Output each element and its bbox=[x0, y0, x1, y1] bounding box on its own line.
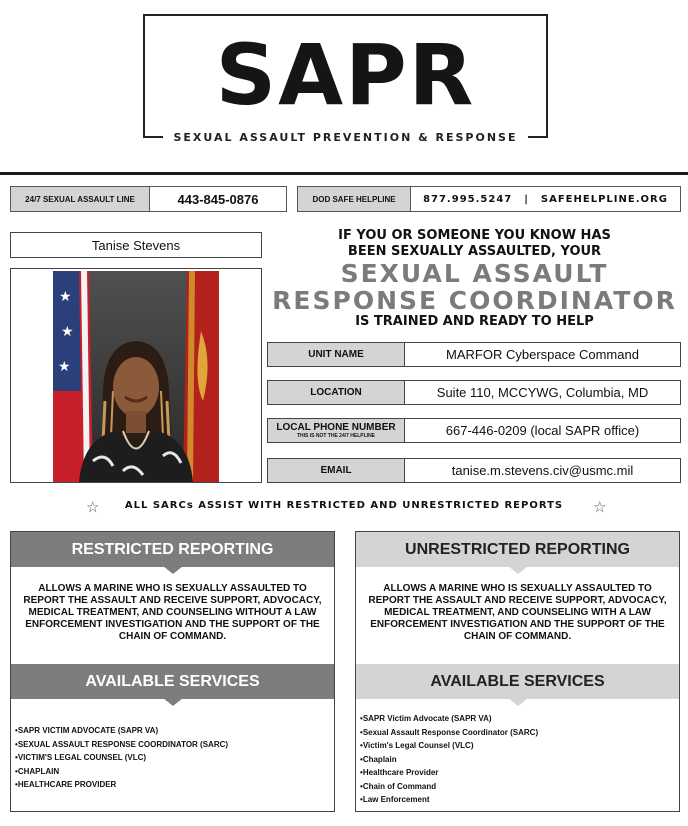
list-item: • Chain of Command bbox=[360, 780, 538, 794]
sapr-logo bbox=[143, 14, 548, 144]
star-icon: ☆ bbox=[86, 499, 100, 516]
restricted-description: ALLOWS A MARINE WHO IS SEXUALLY ASSAULTED TO REPORT THE ASSAULT AND RECEIVE SUPPORT, ADVOCACY, MEDICAL TREATMENT, AND COUNSELING WITHOUT A LAW ENFORCEMENT INVESTIGATION AND THE SUPPORT OF THE CHAIN OF COMMAND. bbox=[23, 583, 322, 642]
list-item: • Victim's Legal Counsel (VLC) bbox=[360, 739, 538, 753]
svg-text:★: ★ bbox=[59, 289, 72, 305]
logo-subtitle: SEXUAL ASSAULT PREVENTION & RESPONSE bbox=[163, 131, 528, 144]
unrestricted-services-title-text: AVAILABLE SERVICES bbox=[430, 672, 605, 690]
sexual-assault-line-label: 24/7 SEXUAL ASSAULT LINE bbox=[11, 187, 150, 211]
unrestricted-services-title bbox=[356, 664, 679, 699]
unrestricted-reporting-panel bbox=[355, 531, 680, 812]
logo-title: SAPR bbox=[215, 26, 476, 124]
local-phone-label-text: LOCAL PHONE NUMBER bbox=[276, 422, 396, 433]
list-item: • HEALTHCARE PROVIDER bbox=[15, 778, 228, 792]
list-item: • Healthcare Provider bbox=[360, 766, 538, 780]
list-item: • SAPR VICTIM ADVOCATE (SAPR VA) bbox=[15, 724, 228, 738]
restricted-reporting-panel bbox=[10, 531, 335, 812]
restricted-reporting-title bbox=[11, 532, 334, 567]
coordinator-photo-frame bbox=[10, 268, 262, 483]
list-item: • SAPR Victim Advocate (SAPR VA) bbox=[360, 712, 538, 726]
headline-big-1: SEXUAL ASSAULT bbox=[340, 259, 609, 288]
restricted-services-title-text: AVAILABLE SERVICES bbox=[85, 672, 260, 690]
list-item: • VICTIM'S LEGAL COUNSEL (VLC) bbox=[15, 751, 228, 765]
unit-name-label: UNIT NAME bbox=[268, 343, 405, 366]
email-row bbox=[267, 458, 681, 483]
divider-rule bbox=[0, 172, 688, 175]
unit-name-row bbox=[267, 342, 681, 367]
coordinator-photo bbox=[53, 271, 219, 482]
unrestricted-title-text: UNRESTRICTED REPORTING bbox=[405, 540, 630, 558]
star-icon: ☆ bbox=[593, 499, 607, 516]
svg-text:★: ★ bbox=[61, 324, 74, 340]
list-item: • Sexual Assault Response Coordinator (SARC) bbox=[360, 726, 538, 740]
safe-helpline-url[interactable]: SAFEHELPLINE.ORG bbox=[540, 193, 668, 205]
list-item: • Chaplain bbox=[360, 753, 538, 767]
headline-line-3: IS TRAINED AND READY TO HELP bbox=[355, 314, 594, 329]
list-item: • CHAPLAIN bbox=[15, 765, 228, 779]
unrestricted-reporting-title bbox=[356, 532, 679, 567]
unrestricted-services-list bbox=[360, 712, 538, 807]
svg-text:★: ★ bbox=[58, 359, 71, 375]
unrestricted-description: ALLOWS A MARINE WHO IS SEXUALLY ASSAULTED TO REPORT THE ASSAULT AND RECEIVE SUPPORT, ADVOCACY, MEDICAL TREATMENT, AND COUNSELING WITH A LAW ENFORCEMENT INVESTIGATION AND THE SUPPORT OF THE CHAIN OF COMMAND. bbox=[368, 583, 667, 642]
pointer-arrow-icon bbox=[508, 698, 528, 706]
assist-statement: ALL SARCs ASSIST WITH RESTRICTED AND UNRESTRICTED REPORTS bbox=[124, 500, 564, 511]
sexual-assault-line-number[interactable]: 443-845-0876 bbox=[177, 191, 259, 207]
dod-safe-helpline-label: DOD SAFE HELPLINE bbox=[298, 187, 411, 211]
sarc-headline bbox=[268, 228, 681, 330]
dod-safe-helpline-value bbox=[411, 187, 680, 211]
restricted-services-title bbox=[11, 664, 334, 699]
local-phone-row bbox=[267, 418, 681, 443]
restricted-services-list bbox=[15, 724, 228, 792]
location-label: LOCATION bbox=[268, 381, 405, 404]
list-item: • SEXUAL ASSAULT RESPONSE COORDINATOR (SARC) bbox=[15, 738, 228, 752]
sexual-assault-line-bar bbox=[10, 186, 287, 212]
local-phone-note: THIS IS NOT THE 24/7 HELPLINE bbox=[296, 433, 376, 439]
location-value: Suite 110, MCCYWG, Columbia, MD bbox=[436, 385, 649, 400]
safe-helpline-phone[interactable]: 877.995.5247 bbox=[423, 193, 513, 205]
safe-helpline-separator: | bbox=[524, 193, 529, 205]
unit-name-value: MARFOR Cyberspace Command bbox=[446, 347, 639, 362]
pointer-arrow-icon bbox=[163, 698, 183, 706]
pointer-arrow-icon bbox=[163, 566, 183, 574]
local-phone-value[interactable]: 667-446-0209 (local SAPR office) bbox=[445, 423, 640, 438]
headline-line-2: BEEN SEXUALLY ASSAULTED, YOUR bbox=[347, 244, 602, 259]
dod-safe-helpline-bar bbox=[297, 186, 681, 212]
pointer-arrow-icon bbox=[508, 566, 528, 574]
email-value[interactable]: tanise.m.stevens.civ@usmc.mil bbox=[451, 463, 634, 478]
headline-big-2: RESPONSE COORDINATOR bbox=[272, 286, 677, 315]
location-row bbox=[267, 380, 681, 405]
local-phone-label bbox=[268, 419, 405, 442]
email-label: EMAIL bbox=[268, 459, 405, 482]
list-item: • Law Enforcement bbox=[360, 793, 538, 807]
coordinator-name: Tanise Stevens bbox=[10, 232, 262, 258]
headline-line-1: IF YOU OR SOMEONE YOU KNOW HAS bbox=[338, 228, 611, 243]
restricted-title-text: RESTRICTED REPORTING bbox=[71, 540, 274, 558]
